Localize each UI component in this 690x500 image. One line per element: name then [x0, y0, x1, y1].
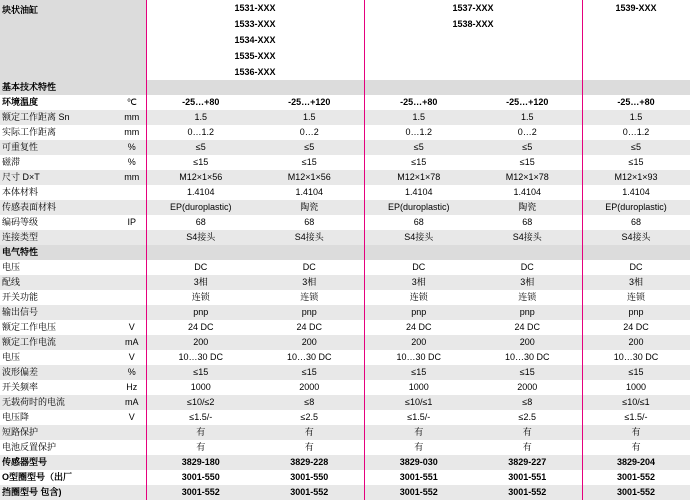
row-value: ≤1.5/- — [146, 410, 255, 425]
row-unit — [118, 290, 146, 305]
row-label: 磁滞 — [0, 155, 118, 170]
row-unit — [118, 275, 146, 290]
row-value: 有 — [255, 425, 364, 440]
row-value: ≤10/≤1 — [582, 395, 690, 410]
row-value: 3相 — [255, 275, 364, 290]
row-value: pnp — [364, 305, 473, 320]
row-value: ≤10/≤2 — [146, 395, 255, 410]
title-unit-spacer — [118, 0, 146, 80]
code-group-3-line-3 — [582, 32, 690, 48]
row-value: 3829-030 — [364, 455, 473, 470]
sect1-c2 — [255, 80, 364, 95]
row-label: 挡圈型号 包含) — [0, 485, 118, 500]
row-value: 68 — [146, 215, 255, 230]
table-row — [0, 470, 690, 485]
row-value: 3001-550 — [146, 470, 255, 485]
sect1-c5 — [582, 80, 690, 95]
row-value: ≤15 — [146, 155, 255, 170]
row-value: 1.5 — [146, 110, 255, 125]
row-value: 3001-552 — [364, 485, 473, 500]
code-group-3-line-2 — [582, 16, 690, 32]
row-label: 配线 — [0, 275, 118, 290]
row-unit — [118, 425, 146, 440]
row-value: ≤5 — [582, 140, 690, 155]
table-row — [0, 200, 690, 215]
table-row — [0, 485, 690, 500]
row-unit: Hz — [118, 380, 146, 395]
section-header-electric — [0, 245, 690, 260]
row-label: 额定工作电流 — [0, 335, 118, 350]
row-value: 3001-552 — [582, 485, 690, 500]
row-value: 200 — [473, 335, 582, 350]
row-value: -25…+80 — [364, 95, 473, 110]
row-value: S4接头 — [473, 230, 582, 245]
code-group-3-line-4 — [582, 48, 690, 64]
row-value: M12×1×78 — [473, 170, 582, 185]
row-value: 1.4104 — [473, 185, 582, 200]
row-value: EP(duroplastic) — [582, 200, 690, 215]
row-value: 3829-228 — [255, 455, 364, 470]
row-unit — [118, 470, 146, 485]
sect2-c1 — [146, 245, 255, 260]
row-value: S4接头 — [255, 230, 364, 245]
row-unit: % — [118, 140, 146, 155]
row-value: 3829-227 — [473, 455, 582, 470]
row-value: -25…+120 — [473, 95, 582, 110]
code-group-1-line-1: 1531-XXX — [146, 0, 364, 16]
row-value: ≤15 — [582, 365, 690, 380]
row-value: ≤15 — [473, 155, 582, 170]
row-label: 输出信号 — [0, 305, 118, 320]
row-unit: IP — [118, 215, 146, 230]
row-value: 24 DC — [473, 320, 582, 335]
row-value: 1000 — [146, 380, 255, 395]
row-value: 有 — [473, 440, 582, 455]
code-group-1-line-2: 1533-XXX — [146, 16, 364, 32]
row-value: 1.4104 — [255, 185, 364, 200]
row-value: DC — [146, 260, 255, 275]
row-unit: V — [118, 410, 146, 425]
row-unit — [118, 260, 146, 275]
row-label: 实际工作距离 — [0, 125, 118, 140]
row-label: 连接类型 — [0, 230, 118, 245]
row-label: 本体材料 — [0, 185, 118, 200]
row-value: 陶瓷 — [473, 200, 582, 215]
row-label: 开关频率 — [0, 380, 118, 395]
row-value: 3001-552 — [146, 485, 255, 500]
row-value: 3相 — [582, 275, 690, 290]
row-unit: mm — [118, 170, 146, 185]
code-group-3-line-5 — [582, 64, 690, 80]
code-group-1-line-4: 1535-XXX — [146, 48, 364, 64]
row-value: 3相 — [364, 275, 473, 290]
section-unit-basic — [118, 80, 146, 95]
row-value: 有 — [255, 440, 364, 455]
row-unit — [118, 305, 146, 320]
row-value: 有 — [473, 425, 582, 440]
row-value: 10…30 DC — [473, 350, 582, 365]
row-unit: V — [118, 350, 146, 365]
row-value: ≤8 — [255, 395, 364, 410]
row-value: 24 DC — [146, 320, 255, 335]
row-value: 0…1.2 — [582, 125, 690, 140]
row-value: ≤5 — [255, 140, 364, 155]
row-value: 200 — [255, 335, 364, 350]
row-value: M12×1×78 — [364, 170, 473, 185]
table-row — [0, 335, 690, 350]
row-value: 10…30 DC — [582, 350, 690, 365]
table-row — [0, 260, 690, 275]
table-row — [0, 155, 690, 170]
row-value: 10…30 DC — [364, 350, 473, 365]
code-group-2-line-1: 1537-XXX — [364, 0, 582, 16]
row-value: 0…1.2 — [146, 125, 255, 140]
table-row — [0, 305, 690, 320]
row-value: 68 — [255, 215, 364, 230]
row-unit: mA — [118, 335, 146, 350]
table-row — [0, 380, 690, 395]
row-value: 1000 — [582, 380, 690, 395]
row-label: 电压 — [0, 350, 118, 365]
row-value: ≤1.5/- — [364, 410, 473, 425]
row-value: DC — [582, 260, 690, 275]
code-group-3-line-1: 1539-XXX — [582, 0, 690, 16]
row-value: 2000 — [473, 380, 582, 395]
row-value: ≤2.5 — [473, 410, 582, 425]
row-value: 有 — [364, 425, 473, 440]
row-value: ≤5 — [146, 140, 255, 155]
row-value: ≤5 — [473, 140, 582, 155]
row-value: 68 — [364, 215, 473, 230]
row-label: 电池反置保护 — [0, 440, 118, 455]
row-value: 1.5 — [364, 110, 473, 125]
row-value: ≤15 — [255, 155, 364, 170]
section-label-basic: 基本技术特性 — [0, 80, 118, 95]
table-row — [0, 275, 690, 290]
table-row — [0, 95, 690, 110]
row-value: ≤15 — [364, 365, 473, 380]
row-value: 连锁 — [364, 290, 473, 305]
row-value: 1.4104 — [146, 185, 255, 200]
row-label: 环境温度 — [0, 95, 118, 110]
row-label: 传感表面材料 — [0, 200, 118, 215]
row-value: EP(duroplastic) — [364, 200, 473, 215]
row-value: ≤15 — [364, 155, 473, 170]
row-value: 3001-551 — [364, 470, 473, 485]
table-row — [0, 110, 690, 125]
row-value: DC — [255, 260, 364, 275]
sect1-c4 — [473, 80, 582, 95]
row-unit — [118, 200, 146, 215]
row-value: 3829-204 — [582, 455, 690, 470]
section-header-basic — [0, 80, 690, 95]
row-unit: ℃ — [118, 95, 146, 110]
row-unit: % — [118, 365, 146, 380]
row-label: 电压 — [0, 260, 118, 275]
row-unit — [118, 230, 146, 245]
code-group-1-line-3: 1534-XXX — [146, 32, 364, 48]
row-value: M12×1×56 — [255, 170, 364, 185]
row-value: 有 — [146, 440, 255, 455]
row-value: 连锁 — [255, 290, 364, 305]
row-value: ≤2.5 — [255, 410, 364, 425]
sect2-c2 — [255, 245, 364, 260]
row-value: 10…30 DC — [255, 350, 364, 365]
row-value: DC — [364, 260, 473, 275]
table-row — [0, 350, 690, 365]
row-label: 额定工作距离 Sn — [0, 110, 118, 125]
row-label: O型圈型号（出厂 — [0, 470, 118, 485]
row-value: 3001-552 — [582, 470, 690, 485]
row-value: 3001-552 — [473, 485, 582, 500]
row-value: 3相 — [473, 275, 582, 290]
row-value: ≤10/≤1 — [364, 395, 473, 410]
row-value: S4接头 — [364, 230, 473, 245]
row-value: ≤15 — [146, 365, 255, 380]
row-value: ≤8 — [473, 395, 582, 410]
row-value: 3001-550 — [255, 470, 364, 485]
code-group-1-line-5: 1536-XXX — [146, 64, 364, 80]
row-unit — [118, 485, 146, 500]
section-unit-electric — [118, 245, 146, 260]
row-label: 开关功能 — [0, 290, 118, 305]
row-value: DC — [473, 260, 582, 275]
row-unit: % — [118, 155, 146, 170]
table-row — [0, 290, 690, 305]
row-value: 3829-180 — [146, 455, 255, 470]
row-unit — [118, 185, 146, 200]
row-label: 编码等级 — [0, 215, 118, 230]
table-row — [0, 170, 690, 185]
row-value: 有 — [364, 440, 473, 455]
row-value: 连锁 — [473, 290, 582, 305]
table-row — [0, 230, 690, 245]
row-value: 1.4104 — [364, 185, 473, 200]
row-value: M12×1×93 — [582, 170, 690, 185]
row-label: 短路保护 — [0, 425, 118, 440]
row-value: 有 — [146, 425, 255, 440]
code-group-2-line-2: 1538-XXX — [364, 16, 582, 32]
sect2-c3 — [364, 245, 473, 260]
row-value: EP(duroplastic) — [146, 200, 255, 215]
table-row — [0, 140, 690, 155]
sect2-c4 — [473, 245, 582, 260]
row-value: 1.5 — [582, 110, 690, 125]
row-value: 连锁 — [146, 290, 255, 305]
row-unit: mm — [118, 125, 146, 140]
code-group-2-line-3 — [364, 32, 582, 48]
row-value: ≤15 — [255, 365, 364, 380]
table-row — [0, 125, 690, 140]
row-value: pnp — [255, 305, 364, 320]
section-label-electric: 电气特性 — [0, 245, 118, 260]
table-row — [0, 395, 690, 410]
table-row — [0, 365, 690, 380]
table-row — [0, 455, 690, 470]
row-value: -25…+120 — [255, 95, 364, 110]
row-unit: mA — [118, 395, 146, 410]
row-label: 传感器型号 — [0, 455, 118, 470]
sect2-c5 — [582, 245, 690, 260]
row-value: 1.5 — [255, 110, 364, 125]
row-value: 10…30 DC — [146, 350, 255, 365]
row-value: 1000 — [364, 380, 473, 395]
row-label: 电压降 — [0, 410, 118, 425]
row-unit: V — [118, 320, 146, 335]
row-value: 24 DC — [582, 320, 690, 335]
row-value: S4接头 — [582, 230, 690, 245]
table-row — [0, 410, 690, 425]
header-row-code-1 — [0, 0, 690, 16]
row-value: -25…+80 — [582, 95, 690, 110]
row-value: pnp — [473, 305, 582, 320]
row-value: M12×1×56 — [146, 170, 255, 185]
row-value: pnp — [582, 305, 690, 320]
row-value: 24 DC — [364, 320, 473, 335]
row-value: 3001-551 — [473, 470, 582, 485]
row-label: 波形偏差 — [0, 365, 118, 380]
row-value: 0…2 — [473, 125, 582, 140]
page-title: 块状油缸 — [0, 0, 118, 80]
row-value: S4接头 — [146, 230, 255, 245]
code-group-2-line-4 — [364, 48, 582, 64]
row-value: 2000 — [255, 380, 364, 395]
row-value: 陶瓷 — [255, 200, 364, 215]
row-value: 68 — [473, 215, 582, 230]
row-value: ≤15 — [473, 365, 582, 380]
row-value: pnp — [146, 305, 255, 320]
table-row — [0, 185, 690, 200]
table-row — [0, 320, 690, 335]
row-value: 200 — [582, 335, 690, 350]
code-group-2-line-5 — [364, 64, 582, 80]
row-value: 68 — [582, 215, 690, 230]
row-value: ≤5 — [364, 140, 473, 155]
table-row — [0, 215, 690, 230]
row-value: 1.5 — [473, 110, 582, 125]
row-value: 1.4104 — [582, 185, 690, 200]
row-value: ≤15 — [582, 155, 690, 170]
row-value: 连锁 — [582, 290, 690, 305]
row-label: 无载荷时的电流 — [0, 395, 118, 410]
row-label: 尺寸 D×T — [0, 170, 118, 185]
row-value: 3相 — [146, 275, 255, 290]
row-value: 3001-552 — [255, 485, 364, 500]
row-value: 0…1.2 — [364, 125, 473, 140]
row-value: 有 — [582, 440, 690, 455]
row-value: 有 — [582, 425, 690, 440]
row-value: 0…2 — [255, 125, 364, 140]
row-value: 200 — [364, 335, 473, 350]
row-unit: mm — [118, 110, 146, 125]
row-value: 200 — [146, 335, 255, 350]
row-label: 额定工作电压 — [0, 320, 118, 335]
table-row — [0, 425, 690, 440]
row-label: 可重复性 — [0, 140, 118, 155]
row-value: -25…+80 — [146, 95, 255, 110]
row-unit — [118, 455, 146, 470]
row-value: ≤1.5/- — [582, 410, 690, 425]
sect1-c3 — [364, 80, 473, 95]
sect1-c1 — [146, 80, 255, 95]
row-value: 24 DC — [255, 320, 364, 335]
